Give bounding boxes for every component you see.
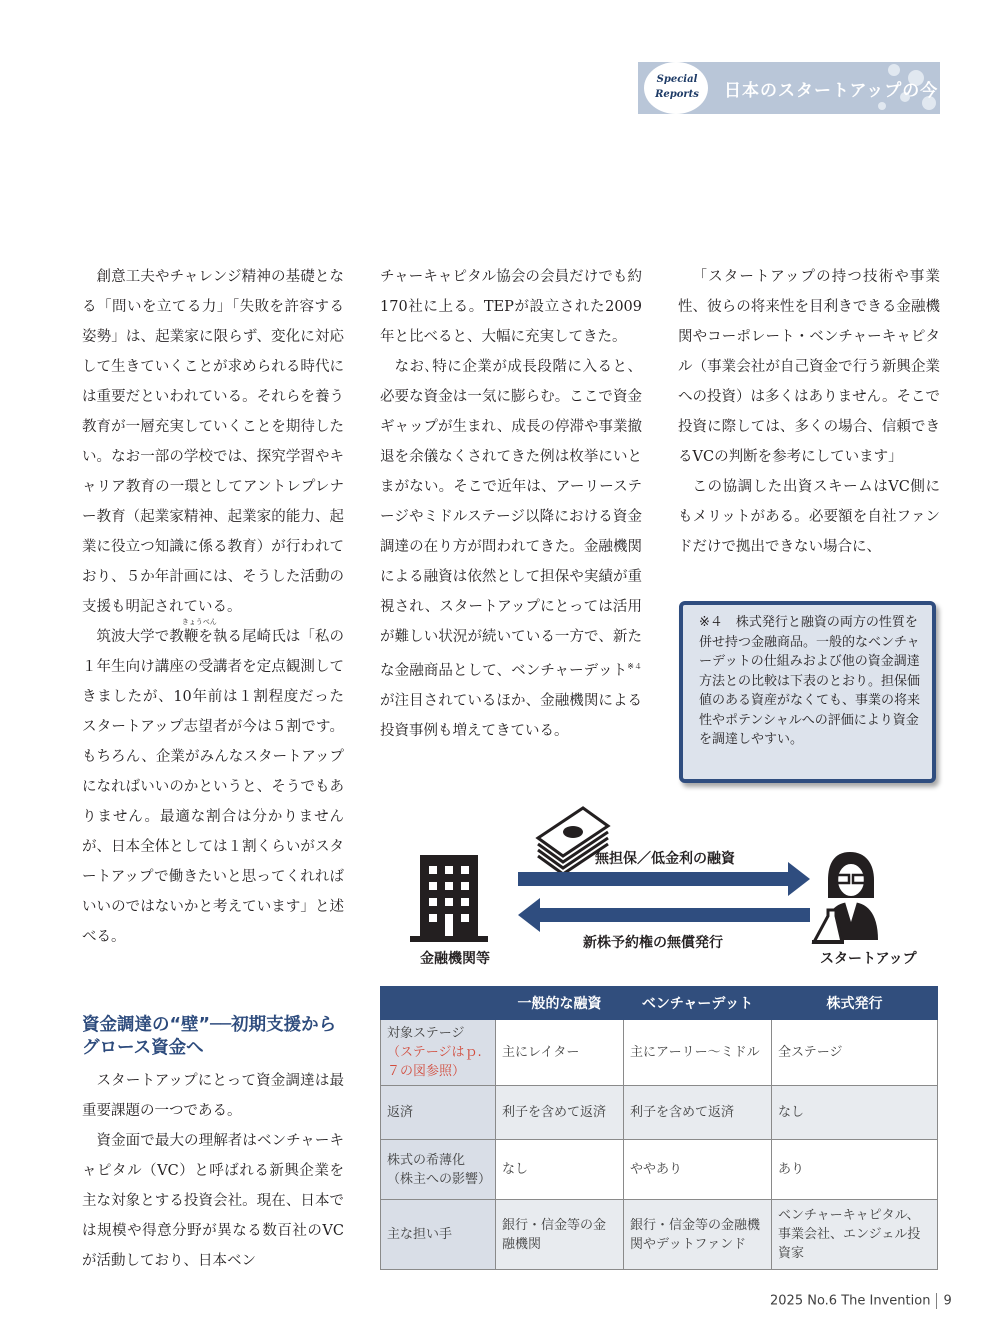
row-header: 株式の希薄化（株主への影響）	[381, 1140, 496, 1200]
table-cell: 銀行・信金等の金融機関やデットファンド	[624, 1200, 772, 1270]
column-1	[82, 262, 344, 952]
arrow-bottom-label: 新株予約権の無償発行	[583, 935, 723, 951]
table-header-cell: 株式発行	[772, 987, 938, 1020]
paragraph	[380, 352, 642, 746]
ruby-word	[169, 618, 217, 645]
table-row	[381, 1140, 938, 1200]
ruby-base: 教鞭	[169, 629, 199, 645]
paragraph: 「スタートアップの持つ技術や事業性、彼らの将来性を目利きできる金融機関やコーポレート・ベンチャーキャピタル（事業会社が自己資金で行う新興企業への投資）は多くはありません。そこで投資に際しては、多くの場合、信頼できるVCの判断を参考にしています」	[678, 269, 940, 465]
decor-dot	[878, 102, 886, 110]
column-1-lower	[82, 1066, 344, 1276]
ruby-reading: きょうべん	[181, 618, 217, 626]
column-3	[678, 262, 940, 562]
table-cell: 主にアーリー～ミドル	[624, 1020, 772, 1086]
section-heading: 資金調達の“壁”──初期支援からグロース資金へ	[82, 1015, 337, 1058]
table-cell: 全ステージ	[772, 1020, 938, 1086]
table-header-row	[381, 987, 938, 1020]
table-header-cell: ベンチャーデット	[624, 987, 772, 1020]
issue-number: 2025 No.6	[770, 1293, 838, 1309]
column-2	[380, 262, 642, 746]
row-label-note: （ステージはｐ.７の図参照）	[387, 1045, 482, 1079]
paragraph: この協調した出資スキームはVC側にもメリットがある。必要額を自社ファンドだけで拠出できない場合に、	[678, 479, 940, 555]
footnote-box: ※４ 株式発行と融資の両方の性質を併せ持つ金融商品。一般的なベンチャーデットの仕組みおよび他の資金調達方法との比較は下表のとおり。担保価値のある資産がなくても、事業の将来性やポテンシャルへの評価により資金を調達しやすい。	[679, 601, 936, 783]
arrow-top-label: 無担保／低金利の融資	[595, 851, 735, 867]
row-header: 返済	[381, 1086, 496, 1140]
startup-label: スタートアップ	[820, 951, 917, 967]
building-icon	[410, 855, 488, 942]
paragraph: 資金面で最大の理解者はベンチャーキャピタル（VC）と呼ばれる新興企業を主な対象とする投資会社。現在、日本では規模や得意分野が異なる数百社のVCが活動しており、日本ベン	[82, 1133, 344, 1269]
text-span: を執る尾崎氏は「私の１年生向け講座の受講者を定点観測してきましたが、10年前は１割程度だったスタートアップ志望者が今は５割です。もちろん、企業がみんなスタートアップになればいいのかというと、そうでもありません。最適な割合は分かりませんが、日本全体としては１割くらいがスタートアップで働きたいと思ってくれればいいのではないかと考えています」と述べる。	[82, 629, 344, 945]
row-header: 主な担い手	[381, 1200, 496, 1270]
text-span: が注目されているほか、金融機関による投資事例も増えてきている。	[380, 692, 642, 739]
text-span: なお､特に企業が成長段階に入ると、必要な資金は一気に膨らむ。ここで資金ギャップが生まれ、成長の停滞や事業撤退を余儀なくされてきた例は枚挙にいとまがない。そこで近年は、アーリーステージやミドルステージ以降における資金調達の在り方が問われてきた。金融機関による融資は依然として担保や実績が重視され、スタートアップにとっては活用が難しい状況が続いている一方で、新たな金融商品として、ベンチャーデット	[380, 359, 642, 679]
footnote-marker: ※４	[627, 662, 643, 671]
paragraph	[82, 618, 344, 952]
badge-special-reports	[650, 72, 704, 102]
paragraph: スタートアップにとって資金調達は最重要課題の一つである。	[82, 1073, 344, 1119]
lender-label: 金融機関等	[420, 951, 490, 967]
row-label: 対象ステージ	[387, 1026, 465, 1041]
badge-line1: Special	[656, 74, 698, 85]
page-number: 9	[943, 1293, 952, 1309]
table-row	[381, 1086, 938, 1140]
paragraph: チャーキャピタル協会の会員だけでも約170社に上る。TEPが設立された2009年と比べると、大幅に充実してきた。	[380, 269, 642, 345]
table-cell: 銀行・信金等の金融機関	[496, 1200, 624, 1270]
row-header	[381, 1020, 496, 1086]
footer-divider	[936, 1293, 937, 1309]
table-row	[381, 1020, 938, 1086]
table-cell: ベンチャーキャピタル、事業会社、エンジェル投資家	[772, 1200, 938, 1270]
table-cell: あり	[772, 1140, 938, 1200]
magazine-name: The Invention	[841, 1293, 931, 1309]
table-header-cell: 一般的な融資	[496, 987, 624, 1020]
table-cell: 主にレイター	[496, 1020, 624, 1086]
scientist-icon	[812, 852, 878, 944]
table-cell: 利子を含めて返済	[496, 1086, 624, 1140]
special-reports-badge	[638, 62, 940, 114]
table-cell: なし	[772, 1086, 938, 1140]
table-row	[381, 1200, 938, 1270]
page-footer	[770, 1293, 952, 1309]
decor-dot	[888, 64, 900, 76]
badge-line2: Reports	[655, 89, 699, 100]
table-cell: ややあり	[624, 1140, 772, 1200]
financing-comparison-table	[380, 986, 938, 1270]
table-cell: なし	[496, 1140, 624, 1200]
section-title: 日本のスタートアップの今	[724, 81, 939, 101]
text-span: 筑波大学で	[96, 629, 170, 645]
arrow-left	[518, 898, 810, 932]
table-cell: 利子を含めて返済	[624, 1086, 772, 1140]
paragraph: 創意工夫やチャレンジ精神の基礎となる「問いを立てる力」「失敗を許容する姿勢」は、起業家に限らず、変化に対応して生きていくことが求められる時代には重要だといわれている。それらを養う教育が一層充実していくことを期待したい。なお一部の学校では、探究学習やキャリア教育の一環としてアントレプレナー教育（起業家精神、起業家的能力、起業に役立つ知識に係る教育）が行われており、５か年計画には、そうした活動の支援も明記されている。	[82, 269, 344, 615]
table-header-cell	[381, 987, 496, 1020]
